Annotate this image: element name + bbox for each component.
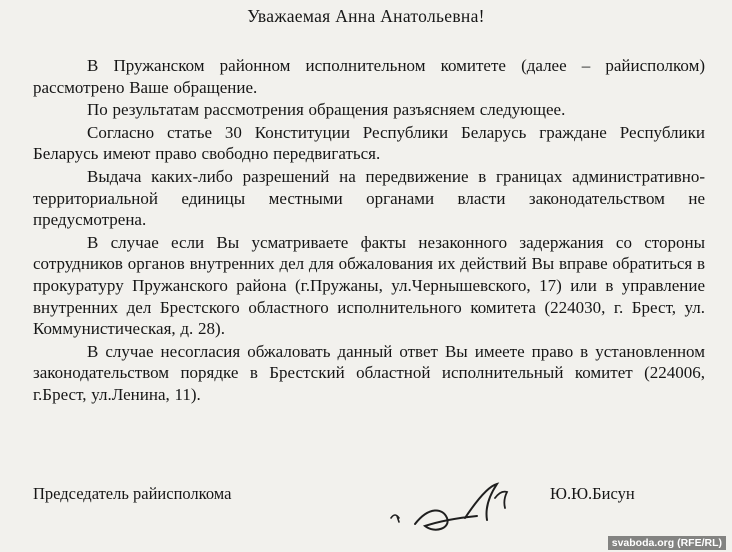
paragraph: По результатам рассмотрения обращения разъясняем следующее. xyxy=(87,100,566,120)
signatory-position: Председатель райисполкома xyxy=(33,484,232,503)
salutation: Уважаемая Анна Анатольевна! xyxy=(247,6,485,26)
letter-body xyxy=(33,55,705,406)
handwritten-signature-icon xyxy=(385,478,525,536)
paragraph: Выдача каких-либо разрешений на передвижение в границах административно-территориальной единицы местными органами власти законодательством не предусмотрена. xyxy=(33,166,705,230)
paragraph: Согласно статье 30 Конституции Республики Беларусь граждане Республики Беларусь имеют право свободно передвигаться. xyxy=(33,122,705,164)
paragraph: В случае несогласия обжаловать данный ответ Вы имеете право в установленном законодательством порядке в Брестский областной исполнительный комитет (224006, г.Брест, ул.Ленина, 11). xyxy=(33,341,705,404)
signatory-name: Ю.Ю.Бисун xyxy=(550,484,635,503)
signature-block xyxy=(33,478,705,538)
paragraph: В случае если Вы усматриваете факты незаконного задержания со стороны сотрудников органов внутренних дел для обжалования их действий Вы вправе обратиться в прокуратуру Пружанского района (г.Пружаны, ул.Чернышевского, 17) или в управление внутренних дел Брестского областного исполнительного комитета (224030, г. Брест, ул. Коммунистическая, д. 28). xyxy=(33,232,705,339)
paragraph: В Пружанском районном исполнительном комитете (далее – райисполком) рассмотрено Ваше обращение. xyxy=(33,56,705,97)
watermark: svaboda.org (RFE/RL) xyxy=(608,536,726,550)
